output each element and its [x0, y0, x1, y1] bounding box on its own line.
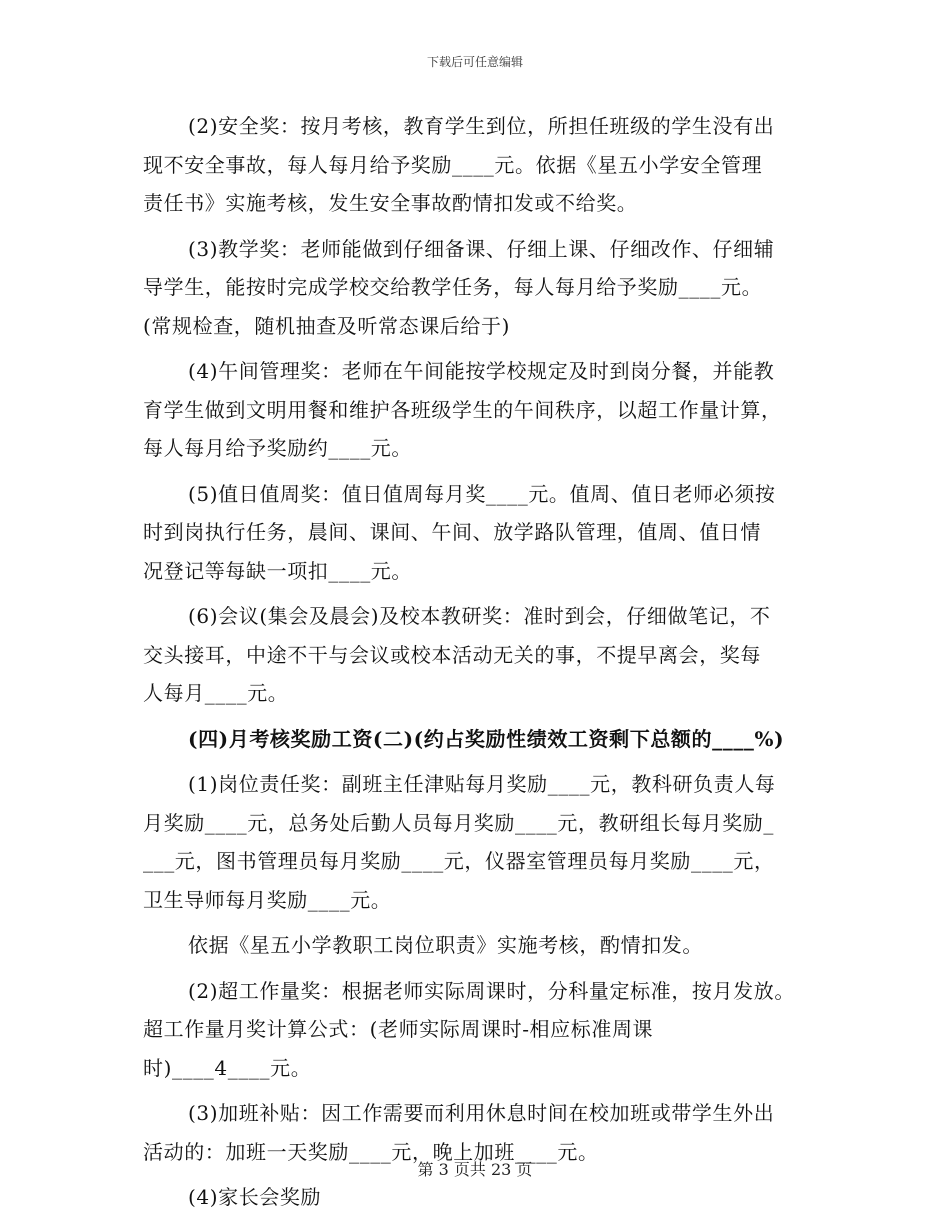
paragraph: [143, 352, 823, 468]
text-line: 超工作量月奖计算公式：(老师实际周课时-相应标准周课: [143, 1017, 654, 1041]
text-line: 人每月____元。: [143, 681, 289, 705]
page-footer: 第 3 页共 23 页: [417, 1160, 533, 1179]
text-line: (6)会议(集会及晨会)及校本教研奖：准时到会，仔细做笔记，不: [188, 604, 771, 628]
page-header: 下载后可任意编辑: [426, 55, 523, 69]
text-line: (1)岗位责任奖：副班主任津贴每月奖励____元，教科研负责人每: [188, 772, 776, 796]
text-line: 时到岗执行任务，晨间、课间、午间、放学路队管理，值周、值日情: [143, 520, 761, 544]
text-line: (2)安全奖：按月考核，教育学生到位，所担任班级的学生没有出: [188, 114, 775, 138]
text-line: 每人每月给予奖励约____元。: [143, 436, 412, 460]
paragraph: [143, 972, 823, 1088]
text-line: 月奖励____元，总务处后勤人员每月奖励____元，教研组长每月奖励_: [143, 810, 774, 835]
text-line: (4)午间管理奖：老师在午间能按学校规定及时到岗分餐，并能教: [188, 359, 775, 383]
text-line: ___元，图书管理员每月奖励____元，仪器室管理员每月奖励____元，: [143, 849, 775, 873]
text-line: 况登记等每缺一项扣____元。: [143, 558, 412, 583]
paragraph: [143, 720, 823, 759]
text-line: (四)月考核奖励工资(二)(约占奖励性绩效工资剩下总额的____%): [188, 726, 785, 751]
document-body: [143, 107, 823, 1217]
paragraph: [143, 765, 823, 919]
paragraph: [143, 926, 823, 965]
text-line: (常规检查，随机抽查及听常态课后给于): [143, 313, 511, 338]
text-line: (5)值日值周奖：值日值周每月奖____元。值周、值日老师必须按: [188, 481, 776, 506]
paragraph: [143, 1178, 823, 1217]
text-line: (4)家长会奖励: [188, 1185, 322, 1209]
text-line: 依据《星五小学教职工岗位职责》实施考核，酌情扣发。: [188, 933, 703, 957]
text-line: 现不安全事故，每人每月给予奖励____元。依据《星五小学安全管理: [143, 152, 763, 177]
text-line: 时)____4____元。: [143, 1055, 312, 1080]
paragraph: [143, 597, 823, 713]
text-line: 责任书》实施考核，发生安全事故酌情扣发或不给奖。: [143, 191, 638, 215]
text-line: 育学生做到文明用餐和维护各班级学生的午间秩序，以超工作量计算，: [143, 397, 782, 422]
text-line: 导学生，能按时完成学校交给教学任务，每人每月给予奖励____元。: [143, 275, 763, 299]
paragraph: [143, 475, 823, 591]
text-line: (3)加班补贴：因工作需要而利用休息时间在校加班或带学生外出: [188, 1101, 775, 1125]
text-line: (2)超工作量奖：根据老师实际周课时，分科量定标准，按月发放。: [188, 978, 795, 1003]
text-line: 活动的：加班一天奖励____元，晚上加班____元。: [143, 1139, 599, 1164]
text-line: (3)教学奖：老师能做到仔细备课、仔细上课、仔细改作、仔细辅: [188, 236, 775, 261]
text-line: 卫生导师每月奖励____元。: [143, 887, 392, 912]
paragraph: [143, 107, 823, 223]
paragraph: [143, 230, 823, 346]
text-line: 交头接耳，中途不干与会议或校本活动无关的事，不提早离会，奖每: [143, 642, 761, 667]
